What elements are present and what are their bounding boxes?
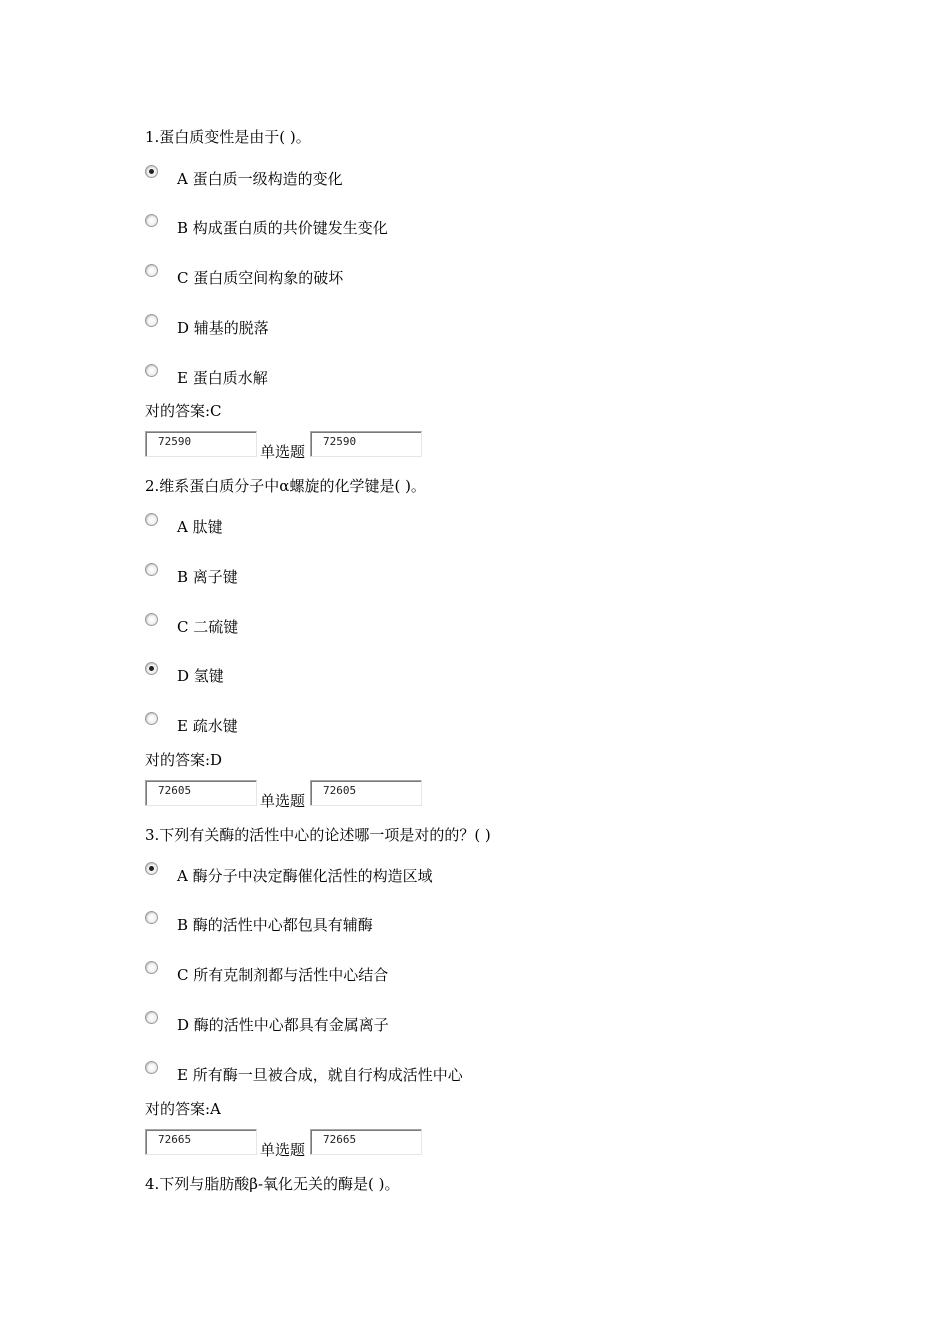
question-3-option-e[interactable]	[145, 1061, 745, 1087]
question-3-id-field[interactable]: 72665	[145, 1129, 257, 1155]
option-label: D 酶的活性中心都具有金属离子	[177, 1016, 389, 1034]
question-1-text: 1.蛋白质变性是由于( )。	[145, 128, 311, 146]
question-1-option-b[interactable]	[145, 214, 745, 240]
option-label: E 所有酶一旦被合成，就自行构成活性中心	[177, 1066, 463, 1084]
option-label: D 辅基的脱落	[177, 319, 269, 337]
question-2-option-e[interactable]	[145, 712, 745, 738]
radio-button-icon[interactable]	[145, 563, 158, 576]
radio-button-icon[interactable]	[145, 214, 158, 227]
option-label: A 肽键	[177, 518, 223, 536]
question-1-option-c[interactable]	[145, 264, 745, 290]
option-label: B 构成蛋白质的共价键发生变化	[177, 219, 388, 237]
option-label: C 蛋白质空间构象的破坏	[177, 269, 344, 287]
option-label: A 酶分子中决定酶催化活性的构造区域	[177, 867, 433, 885]
question-2-answer: 对的答案:D	[145, 751, 223, 769]
question-type-label: 单选题	[260, 443, 306, 461]
question-4-text: 4.下列与脂肪酸β-氧化无关的酶是( )。	[145, 1175, 400, 1193]
radio-button-icon[interactable]	[145, 961, 158, 974]
radio-button-icon[interactable]	[145, 314, 158, 327]
question-3-option-c[interactable]	[145, 961, 745, 987]
radio-button-icon[interactable]	[145, 364, 158, 377]
question-3-option-d[interactable]	[145, 1011, 745, 1037]
question-3-answer: 对的答案:A	[145, 1100, 221, 1118]
question-2-meta-row	[145, 780, 445, 810]
option-label: C 所有克制剂都与活性中心结合	[177, 966, 389, 984]
question-type-label: 单选题	[260, 1141, 306, 1159]
question-3-meta-row	[145, 1129, 445, 1159]
question-3-id-field-2[interactable]: 72665	[310, 1129, 422, 1155]
question-1-id-field-2[interactable]: 72590	[310, 431, 422, 457]
radio-button-icon[interactable]	[145, 264, 158, 277]
option-label: D 氢键	[177, 667, 224, 685]
radio-button-icon[interactable]	[145, 712, 158, 725]
option-label: C 二硫键	[177, 618, 239, 636]
radio-button-icon[interactable]	[145, 613, 158, 626]
radio-button-icon[interactable]	[145, 911, 158, 924]
question-1-option-a[interactable]	[145, 165, 745, 191]
option-label: E 疏水键	[177, 717, 238, 735]
question-1-option-d[interactable]	[145, 314, 745, 340]
question-1-answer: 对的答案:C	[145, 402, 222, 420]
question-2-option-a[interactable]	[145, 513, 745, 539]
radio-button-checked-icon[interactable]	[145, 662, 158, 675]
option-label: B 酶的活性中心都包具有辅酶	[177, 916, 373, 934]
radio-button-icon[interactable]	[145, 1011, 158, 1024]
question-2-id-field[interactable]: 72605	[145, 780, 257, 806]
question-2-option-b[interactable]	[145, 563, 745, 589]
question-2-option-c[interactable]	[145, 613, 745, 639]
radio-button-icon[interactable]	[145, 513, 158, 526]
question-3-text: 3.下列有关酶的活性中心的论述哪一项是对的的？( )	[145, 826, 491, 844]
question-1-option-e[interactable]	[145, 364, 745, 390]
question-type-label: 单选题	[260, 792, 306, 810]
question-2-id-field-2[interactable]: 72605	[310, 780, 422, 806]
question-1-id-field[interactable]: 72590	[145, 431, 257, 457]
question-1-meta-row	[145, 431, 445, 461]
question-3-option-b[interactable]	[145, 911, 745, 937]
radio-button-checked-icon[interactable]	[145, 862, 158, 875]
radio-button-icon[interactable]	[145, 1061, 158, 1074]
question-3-option-a[interactable]	[145, 862, 745, 888]
question-2-text: 2.维系蛋白质分子中α螺旋的化学键是( )。	[145, 477, 426, 495]
option-label: B 离子键	[177, 568, 238, 586]
question-2-option-d[interactable]	[145, 662, 745, 688]
option-label: E 蛋白质水解	[177, 369, 268, 387]
option-label: A 蛋白质一级构造的变化	[177, 170, 343, 188]
radio-button-checked-icon[interactable]	[145, 165, 158, 178]
